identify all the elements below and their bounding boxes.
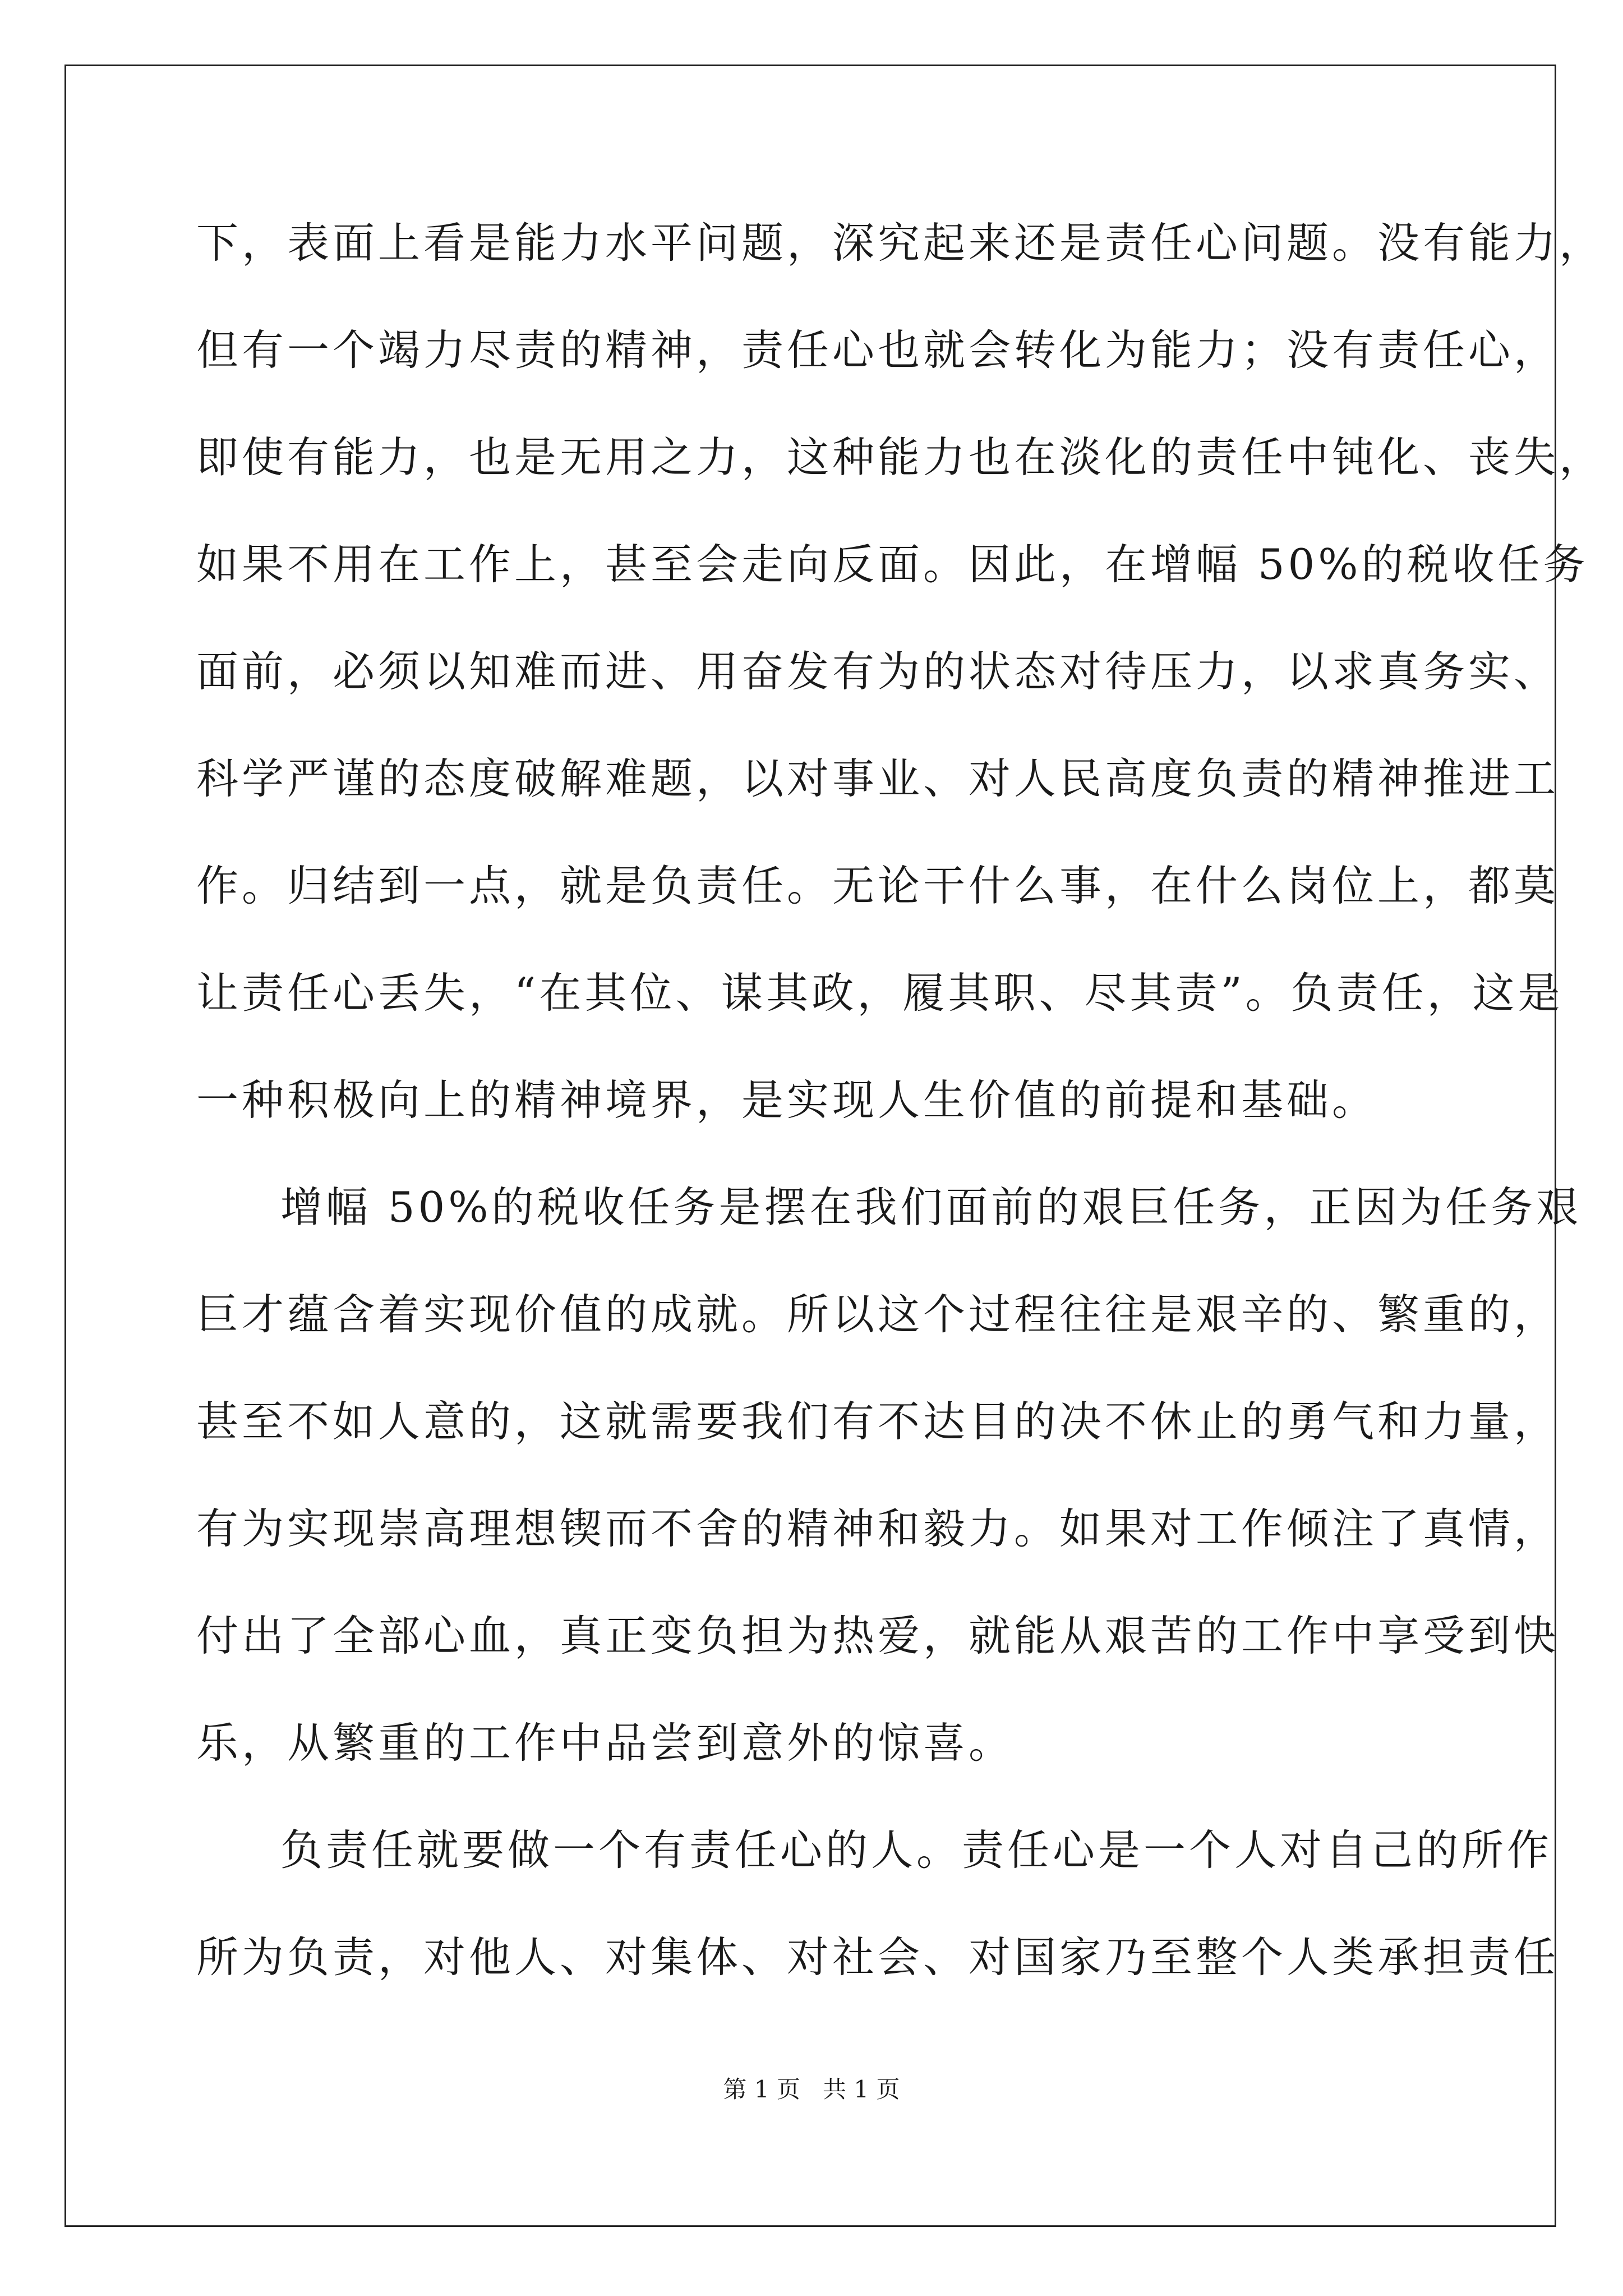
- text-line: 付出了全部心血，真正变负担为热爱，就能从艰苦的工作中享受到快: [196, 1611, 1560, 1660]
- text-line: 如果不用在工作上，甚至会走向反面。因此，在增幅 50%的税收任务: [196, 540, 1589, 589]
- text-line: 有为实现崇高理想锲而不舍的精神和毅力。如果对工作倾注了真情，: [196, 1504, 1560, 1553]
- text-line: 即使有能力，也是无用之力，这种能力也在淡化的责任中钝化、丧失，: [196, 432, 1605, 482]
- text-line: 巨才蕴含着实现价值的成就。所以这个过程往往是艰辛的、繁重的，: [196, 1290, 1560, 1339]
- text-line: 下，表面上看是能力水平问题，深究起来还是责任心问题。没有能力，: [196, 218, 1605, 268]
- paragraph-first-line: 增幅 50%的税收任务是摆在我们面前的艰巨任务，正因为任务艰: [280, 1182, 1582, 1232]
- text-line: 科学严谨的态度破解难题，以对事业、对人民高度负责的精神推进工: [196, 754, 1560, 803]
- text-line: 但有一个竭力尽责的精神，责任心也就会转化为能力；没有责任心，: [196, 325, 1560, 375]
- text-line: 让责任心丢失，“在其位、谋其政，履其职、尽其责”。负责任，这是: [196, 968, 1564, 1018]
- text-line: 所为负责，对他人、对集体、对社会、对国家乃至整个人类承担责任: [196, 1932, 1560, 1982]
- text-line: 甚至不如人意的，这就需要我们有不达目的决不休止的勇气和力量，: [196, 1397, 1560, 1446]
- text-line: 面前，必须以知难而进、用奋发有为的状态对待压力，以求真务实、: [196, 647, 1560, 696]
- paragraph-first-line: 负责任就要做一个有责任心的人。责任心是一个人对自己的所作: [280, 1825, 1553, 1875]
- text-line: 一种积极向上的精神境界，是实现人生价值的前提和基础。: [196, 1075, 1378, 1125]
- document-body: [196, 213, 1605, 2035]
- page-number-footer: 第 1 页 共 1 页: [723, 2076, 900, 2103]
- text-line: 作。归结到一点，就是负责任。无论干什么事，在什么岗位上，都莫: [196, 861, 1560, 910]
- text-line: 乐，从繁重的工作中品尝到意外的惊喜。: [196, 1718, 1015, 1768]
